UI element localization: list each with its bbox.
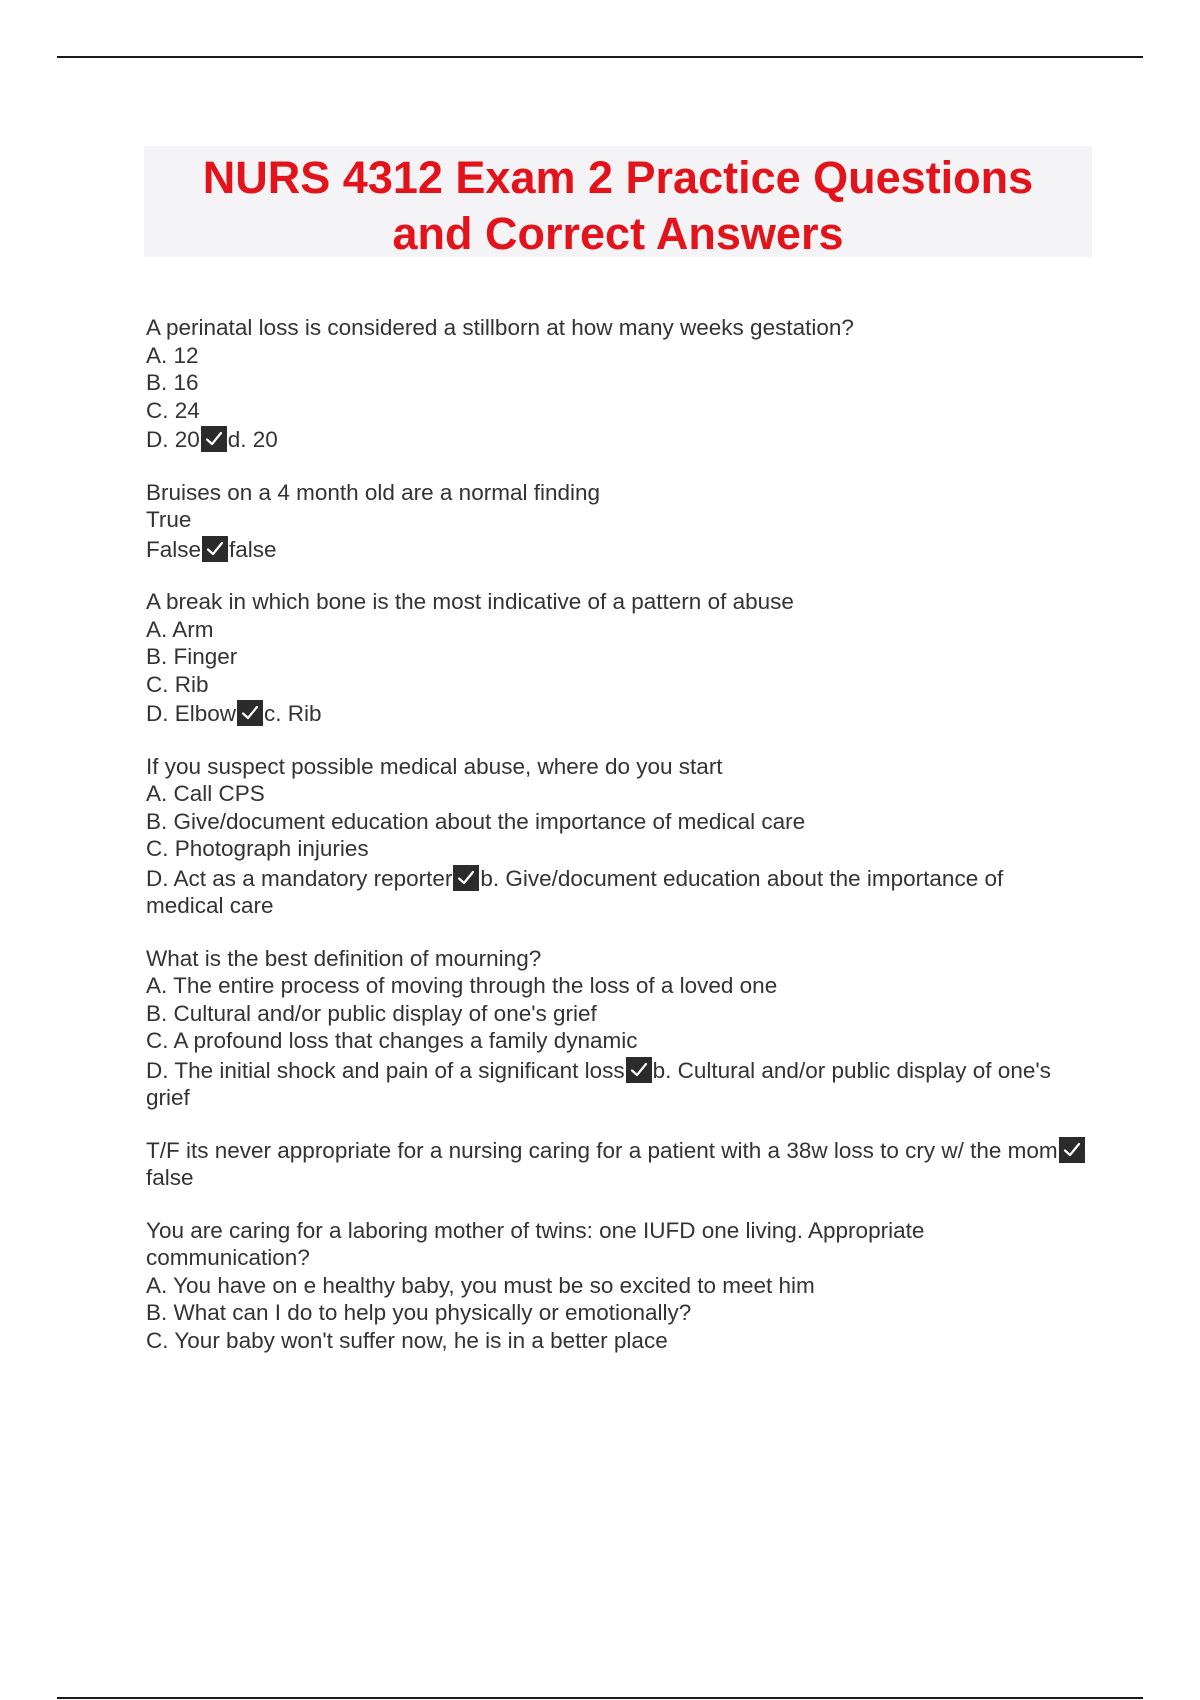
title-line-1: NURS 4312 Exam 2 Practice Questions [202,152,1034,203]
check-box-icon [1059,1137,1085,1163]
question-prompt: Bruises on a 4 month old are a normal finding [146,479,601,505]
answer-option: B. What can I do to help you physically or emotionally? [146,1300,692,1325]
answer-option: C. 24 [146,397,200,423]
answer-option: D. The initial shock and pain of a significant loss [146,1057,625,1083]
correct-answer: b. Give/document education about the importance of medical care [146,865,1004,918]
question-item [146,588,1086,728]
question-item [146,753,1086,920]
answer-option: C. A profound loss that changes a family dynamic [146,1028,638,1053]
answer-option: D. 20 [146,427,200,452]
answer-option: C. Your baby won't suffer now, he is in a better place [146,1327,668,1353]
answer-option: True [146,507,192,532]
question-list [146,314,1086,1379]
answer-option: A. 12 [146,342,199,368]
answer-option: A. Call CPS [146,781,265,806]
answer-line [146,536,1086,564]
check-box-icon [201,426,227,452]
answer-option: B. 16 [146,370,199,395]
correct-answer: false [229,536,277,562]
question-prompt: A perinatal loss is considered a stillborn at how many weeks gestation? [146,315,854,340]
answer-option: A. Arm [146,616,214,642]
answer-option: B. Finger [146,644,238,669]
answer-option: C. Photograph injuries [146,836,369,861]
question-item [146,1217,1086,1355]
answer-option: A. You have on e healthy baby, you must be so excited to meet him [146,1272,815,1298]
answer-option: B. Give/document education about the importance of medical care [146,808,806,834]
answer-option: D. Act as a mandatory reporter [146,865,453,891]
question-item [146,314,1086,454]
title-line-2: and Correct Answers [392,208,844,259]
correct-answer: c. Rib [264,701,322,726]
answer-line [146,700,1086,728]
answer-line [146,865,1086,920]
check-box-icon [626,1057,652,1083]
correct-answer: false [146,1165,194,1190]
document-title [144,146,1092,262]
answer-option: C. Rib [146,671,209,697]
bottom-rule [57,1697,1143,1699]
question-item [146,479,1086,564]
question-prompt: If you suspect possible medical abuse, where do you start [146,753,723,779]
question-prompt: What is the best definition of mourning? [146,945,542,971]
check-box-icon [237,700,263,726]
question-prompt: A break in which bone is the most indicative of a pattern of abuse [146,589,794,614]
answer-line [146,426,1086,454]
question-item [146,1137,1086,1192]
answer-option: B. Cultural and/or public display of one's grief [146,1000,597,1026]
check-box-icon [202,536,228,562]
correct-answer: d. 20 [227,427,278,452]
question-prompt: You are caring for a laboring mother of twins: one IUFD one living. Appropriate communication? [146,1217,925,1270]
top-rule [57,56,1143,58]
answer-line [146,1137,1086,1192]
check-box-icon [453,865,479,891]
answer-option: False [146,536,202,562]
question-item [146,945,1086,1112]
answer-line [146,1057,1086,1112]
question-prompt: T/F its never appropriate for a nursing caring for a patient with a 38w loss to cry w/ the mom [146,1137,1058,1163]
answer-option: A. The entire process of moving through the loss of a loved one [146,973,778,998]
correct-answer: b. Cultural and/or public display of one's grief [146,1057,1051,1110]
title-banner [144,146,1092,257]
answer-option: D. Elbow [146,701,237,726]
